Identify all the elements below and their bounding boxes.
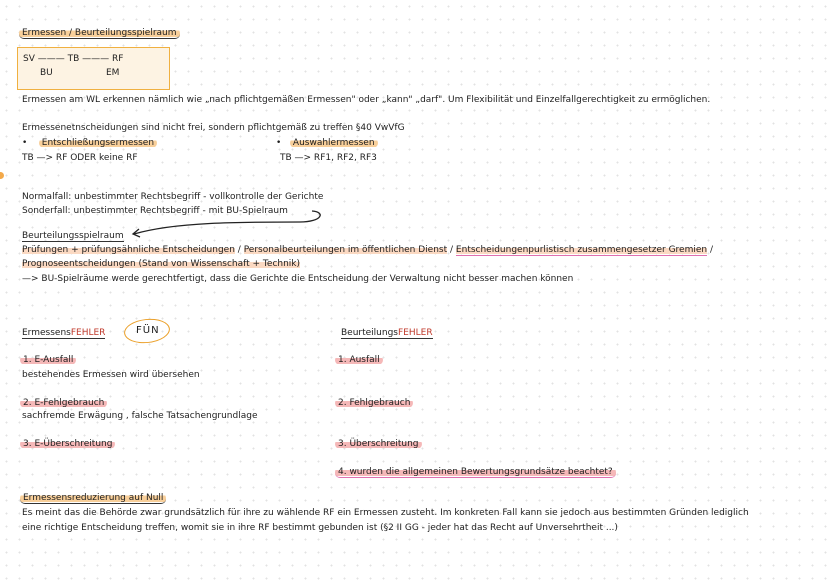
ermessensfehler-item: 1. E-Ausfall xyxy=(20,354,76,366)
reduzierung-line2: eine richtige Entscheidung treffen, womit sie in ihre RF bestimmt gebunden ist (§2 II GG - jeder hat das Recht auf Unversehrtheit ...) xyxy=(22,523,618,533)
scheme-em: EM xyxy=(106,68,120,78)
bullet-entschliessung-detail: TB —> RF ODER keine RF xyxy=(22,153,138,163)
bu-conclusion: —> BU-Spielräume werde gerechtfertigt, dass die Gerichte die Entscheidung der Verwaltung nicht besser machen können xyxy=(22,274,574,284)
scheme-line: SV ——— TB ——— RF xyxy=(23,54,124,64)
ermessensfehler-item: 2. E-Fehlgebrauch xyxy=(20,397,107,409)
bu-items-line: Prüfungen + prüfungsähnliche Entscheidungen / Personalbeurteilungen im öffentlichen Dienst / Entscheidungenpurlistisch zusammengesetzer Gremien / xyxy=(22,245,713,255)
intro-text: Ermessen am WL erkennen nämlich wie „nach pflichtgemäßen Ermessen" oder „kann" „darf". Um Flexibilität und Einzelfallgerechtigkeit zu ermöglichen. xyxy=(22,95,711,105)
reduzierung-line1: Es meint das die Behörde zwar grundsätzlich für ihre zu wählende RF ein Ermessen zusteht. Im konkreten Fall kann sie jedoch aus bestimmten Gründen lediglich xyxy=(22,508,749,518)
page-title: Ermessen / Beurteilungsspielraum xyxy=(19,27,180,39)
normalfall-text: Normalfall: unbestimmter Rechtsbegriff - vollkontrolle der Gerichte xyxy=(22,192,324,202)
beurteilungsfehler-item: 1. Ausfall xyxy=(335,354,383,366)
ermessensfehler-detail: sachfremde Erwägung , falsche Tatsachengrundlage xyxy=(22,411,258,421)
beurteilungsfehler-item: 3. Überschreitung xyxy=(335,438,422,450)
beurteilungsfehler-item: 4. wurden die allgemeinen Bewertungsgrundsätze beachtet? xyxy=(335,466,616,478)
ermessensfehler-item: 3. E-Überschreitung xyxy=(20,438,115,450)
bu-heading: Beurteilungsspielraum xyxy=(22,231,124,241)
entscheidungen-text: Ermessenetnscheidungen sind nicht frei, sondern pflichtgemäß zu treffen §40 VwVfG xyxy=(22,123,405,133)
ermessensfehler-detail: bestehendes Ermessen wird übersehen xyxy=(22,370,200,380)
ermessensfehler-heading: ErmessensFEHLER xyxy=(22,328,106,338)
reduzierung-heading: Ermessensreduzierung auf Null xyxy=(20,492,166,504)
mnemonic: FÜN xyxy=(136,325,160,336)
bullet-entschliessung: • Entschließungsermessen xyxy=(22,137,157,149)
bu-prognose: Prognoseentscheidungen (Stand von Wissenschaft + Technik) xyxy=(22,259,301,269)
beurteilungsfehler-heading: BeurteilungsFEHLER xyxy=(341,328,433,338)
bullet-auswahl-detail: TB —> RF1, RF2, RF3 xyxy=(280,153,377,163)
scheme-bu: BU xyxy=(40,68,53,78)
sonderfall-text: Sonderfall: unbestimmter Rechtsbegriff - mit BU-Spielraum xyxy=(22,206,288,216)
bullet-auswahl: • Auswahlermessen xyxy=(276,137,378,149)
beurteilungsfehler-item: 2. Fehlgebrauch xyxy=(335,397,413,409)
